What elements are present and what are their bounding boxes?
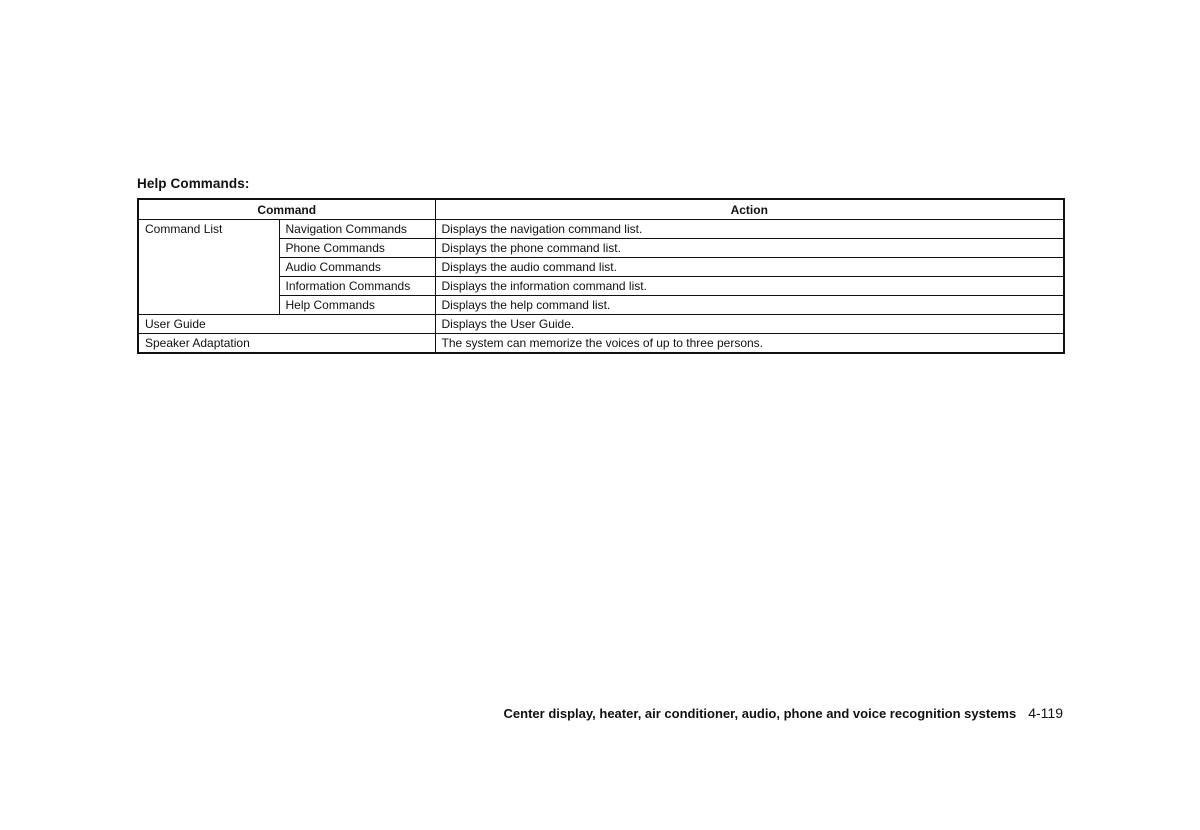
footer-chapter-title: Center display, heater, air conditioner, audio, phone and voice recognition systems	[503, 706, 1017, 721]
command-cell: User Guide	[138, 315, 435, 334]
sub-command-cell: Phone Commands	[279, 239, 435, 258]
command-cell: Speaker Adaptation	[138, 334, 435, 354]
table-row	[138, 220, 1064, 239]
action-cell: Displays the User Guide.	[435, 315, 1064, 334]
section-title: Help Commands:	[137, 176, 250, 191]
page-footer	[504, 705, 1063, 721]
action-cell: Displays the audio command list.	[435, 258, 1064, 277]
table-row	[138, 315, 1064, 334]
header-action: Action	[435, 199, 1064, 220]
table-header-row	[138, 199, 1064, 220]
sub-command-cell: Help Commands	[279, 296, 435, 315]
sub-command-cell: Navigation Commands	[279, 220, 435, 239]
header-command: Command	[138, 199, 435, 220]
sub-command-cell: Information Commands	[279, 277, 435, 296]
command-list-cell: Command List	[138, 220, 279, 315]
action-cell: Displays the phone command list.	[435, 239, 1064, 258]
action-cell: Displays the help command list.	[435, 296, 1064, 315]
action-cell: Displays the navigation command list.	[435, 220, 1064, 239]
action-cell: Displays the information command list.	[435, 277, 1064, 296]
action-cell: The system can memorize the voices of up to three persons.	[435, 334, 1064, 354]
sub-command-cell: Audio Commands	[279, 258, 435, 277]
help-commands-table	[137, 198, 1065, 354]
page-number: 4-119	[1028, 705, 1063, 721]
table-row	[138, 334, 1064, 354]
